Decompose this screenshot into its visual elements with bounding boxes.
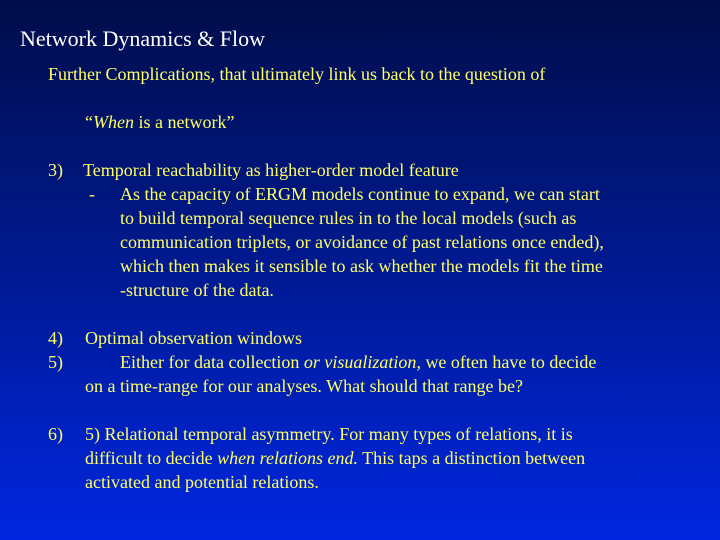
item6-number: 6) (48, 424, 63, 444)
item5-line-1-italic: or visualization (303, 352, 417, 372)
item3-heading: Temporal reachability as higher-order model feature (83, 160, 459, 180)
item5-line-1-pre: Either for data collection (120, 352, 304, 372)
item5-line-1 (120, 350, 596, 374)
question-italic: When (93, 112, 134, 132)
item6-line-2 (85, 446, 585, 470)
question-text (85, 110, 234, 134)
item6-line-2-post: This taps a distinction between (357, 448, 586, 468)
open-quote: “ (85, 112, 93, 132)
intro-text: Further Complications, that ultimately link us back to the question of (48, 64, 546, 84)
question-rest: is a network” (133, 112, 235, 132)
item3-line-1: As the capacity of ERGM models continue to expand, we can start (120, 184, 600, 204)
item3-number: 3) (48, 160, 63, 180)
item3-dash: - (89, 184, 95, 204)
item3-line-5: -structure of the data. (120, 280, 274, 300)
item3-line-2: to build temporal sequence rules in to the local models (such as (120, 208, 577, 228)
item5-line-1-post: , we often have to decide (416, 352, 597, 372)
item6-line-1: 5) Relational temporal asymmetry. For many types of relations, it is (85, 424, 573, 444)
item4-heading: Optimal observation windows (85, 328, 302, 348)
item3-line-4: which then makes it sensible to ask whether the models fit the time (120, 256, 603, 276)
item5-number: 5) (48, 352, 63, 372)
item3-line-3: communication triplets, or avoidance of past relations once ended), (120, 232, 604, 252)
item6-line-2-pre: difficult to decide (85, 448, 218, 468)
item5-line-2: on a time-range for our analyses. What should that range be? (85, 376, 524, 396)
slide-title: Network Dynamics & Flow (20, 26, 266, 51)
item4-number: 4) (48, 328, 63, 348)
item6-line-2-italic: when relations end. (217, 448, 358, 468)
item6-line-3: activated and potential relations. (85, 472, 319, 492)
